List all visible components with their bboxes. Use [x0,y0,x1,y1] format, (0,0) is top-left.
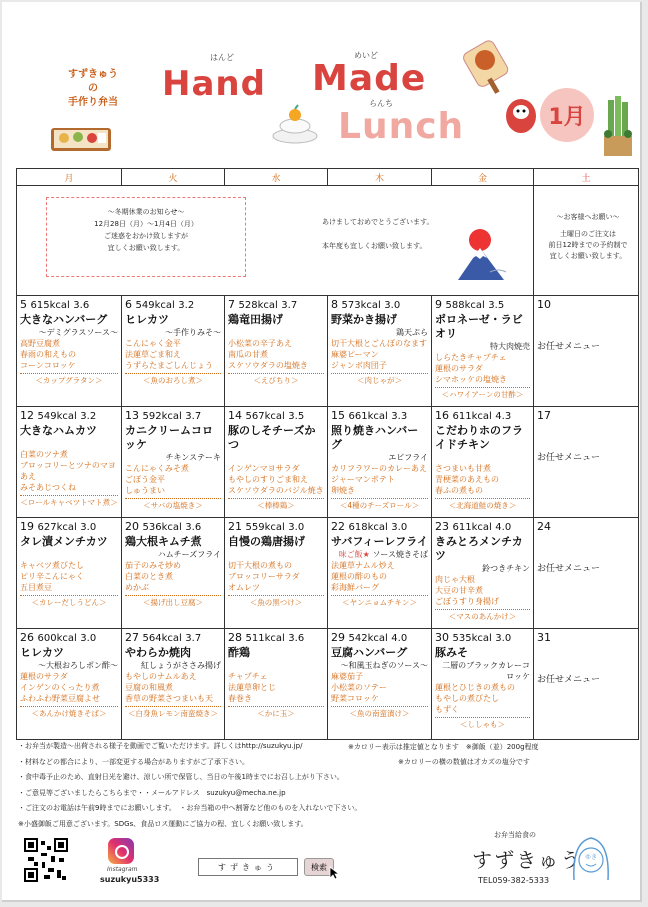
day-number: 7 [228,298,235,311]
main-dish: サバフィーレフライ [331,535,428,548]
kagami-mochi-icon [270,102,320,144]
side-dish: 彩海鮮バーグ [331,583,379,592]
week-row [17,407,639,518]
side-dish: 茄子のみそ炒め [125,561,181,570]
main-dish: 鶏竜田揚げ [228,313,283,326]
side-dish: インゲンマヨサラダ [228,464,300,473]
salt-amount: 3.5 [488,300,505,311]
brand-line: すずきゅう [67,69,119,80]
extra-dish: ＜棒棒鶏＞ [228,498,324,511]
extra-dish: ＜ハワイアーンの甘酢＞ [435,387,530,400]
side-dish: もやしの煮びたし [435,694,499,703]
calories: 611kcal [452,411,492,422]
side-dish: さつまいも甘煮 [435,464,491,473]
extra-dish: ＜魚の南蛮漬け＞ [331,706,428,719]
extra-dish: ＜白身魚レモン南蛮焼き＞ [125,706,221,719]
salt-amount: 4.3 [495,411,512,422]
bento-icon [50,124,112,152]
day-cell [534,407,639,518]
day-cell [534,296,639,407]
side-dish: 豆腐の和風煮 [125,683,173,692]
sub-dish: 特大肉焼売 [490,342,530,351]
side-dish: ブロッコリーサラダ [228,572,300,581]
note-line: ・材料などの都合により、一部変更する場合がありますがご了承下さい。 [18,757,249,766]
week-row [17,629,639,740]
side-dish: コーンコロッケ [20,361,76,370]
weekday-tue: 火 [122,169,225,186]
side-dish: うずらたまごしんじょう [125,361,213,370]
shop-name: すずきゅう [472,848,583,872]
sub-dish: 紅しょうがささみ揚げ [141,661,221,670]
day-number: 6 [125,298,132,311]
side-dish: こんにゃく金平 [125,339,181,348]
day-number: 14 [228,409,242,422]
note-line: ・ご意見等ございましたらこちらまで・・メールアドレス suzukyu@mecha.ne.jp [18,788,286,797]
main-dish: きみとろメンチカツ [435,535,523,562]
side-dish: 白菜のとき煮 [125,572,173,581]
day-number-line [331,631,428,646]
day-number: 13 [125,409,139,422]
day-number-line [435,409,530,424]
calories: 600kcal [37,633,77,644]
salt-amount: 3.2 [178,300,195,311]
side-dish: 春雨の和えもの [20,350,76,359]
extra-dish: ＜肉じゃが＞ [331,373,428,386]
main-dish: 豚のしそチーズかつ [228,424,316,451]
rice-tag: 味ご飯★ [338,550,370,559]
month-badge: 1月 [540,88,594,142]
day-number-line [228,631,324,646]
day-cell [328,518,432,629]
salt-amount: 3.6 [73,300,90,311]
day-number: 12 [20,409,34,422]
day-number: 24 [537,520,551,533]
qr-code-icon [24,838,68,882]
calories: 564kcal [142,633,182,644]
mascot-face-icon [568,834,614,884]
ruby-made: めいど [354,51,378,60]
week-row [17,518,639,629]
day-cell [534,518,639,629]
extra-dish: ＜カレーだしうどん＞ [20,595,118,608]
day-number-line [435,631,530,646]
day-cell [225,296,328,407]
calories: 511kcal [245,633,285,644]
weekday-thu: 木 [328,169,432,186]
kadomatsu-icon [600,94,636,158]
sat-notice-line: 前日12時までの予約制で [548,241,628,249]
day-cell [432,629,534,740]
salt-amount: 4.0 [391,633,408,644]
side-dish: ごぼうすり身揚げ [435,597,499,606]
day-cell [122,296,225,407]
calories: 559kcal [245,522,285,533]
day-number-line [20,631,118,646]
main-dish: 豆腐ハンバーグ [331,646,408,659]
ruby-lunch: らんち [369,99,393,108]
day-cell [225,629,328,740]
calories: 535kcal [452,633,492,644]
hagoita-icon [457,40,519,96]
omakase-menu: お任せメニュー [537,564,601,574]
day-number-line [20,409,118,424]
weekday-sat: 土 [534,169,639,186]
main-dish: 酢鶏 [228,646,250,659]
main-dish: ポロネーゼ・ラビオリ [435,313,523,340]
day-cell [17,518,122,629]
day-number: 22 [331,520,345,533]
side-dish: しらたきチャプチェ [435,353,507,362]
day-number: 23 [435,520,449,533]
side-dish: カリフラワーのカレーあえ [331,464,427,473]
sub-dish: エビフライ [388,453,428,462]
extra-dish: ＜魚の黒つけ＞ [228,595,324,608]
day-number-line [435,298,530,313]
salt-amount: 3.7 [185,411,202,422]
salt-amount: 3.3 [391,411,408,422]
day-number-line [20,298,118,313]
notice-line: 宜しくお願い致します。 [107,244,185,252]
salt-amount: 3.0 [384,300,401,311]
week-row [17,296,639,407]
menu-sheet [2,2,642,902]
greeting-line: 本年度も宜しくお願い致します。 [322,242,427,250]
main-dish: カニクリームコロッケ [125,424,213,451]
side-dish: 法蓮草ナムル炒え [331,561,395,570]
instagram-icon[interactable] [108,838,134,864]
calories: 615kcal [30,300,70,311]
day-cell [122,518,225,629]
side-dish: シマホッケの塩焼き [435,375,507,384]
side-dish: 南瓜の甘煮 [228,350,268,359]
main-dish: タレ漬メンチカツ [20,535,108,548]
day-number: 10 [537,298,551,311]
cursor-icon [329,866,341,880]
side-dish: もやしのナムルあえ [125,672,197,681]
notes [18,739,628,832]
day-number-line [125,631,221,646]
notice-line: 12月28日（月）～1月4日（月） [94,220,198,228]
day-cell [432,296,534,407]
day-number: 28 [228,631,242,644]
brand-label [58,68,128,110]
sub-dish: ソース焼きそば [372,550,428,559]
sub-dish: 二層のブラックカレーコロッケ [442,661,530,681]
side-dish: 春ふの煮もの [435,486,483,495]
note-line: ・食中毒予止のため、直射日光を避け、涼しい所で保管し、当日の午後1時までにお召し上がり下さい。 [18,773,344,781]
main-dish: 大きなハムカツ [20,424,97,437]
extra-dish: ＜魚のおろし煮＞ [125,373,221,386]
calories: 588kcal [445,300,485,311]
day-number-line [537,520,635,534]
sub-dish: ハムチーズフライ [157,550,221,559]
weekday-wed: 水 [225,169,328,186]
calories: 592kcal [142,411,182,422]
calories: 627kcal [37,522,77,533]
side-dish: 小松菜のソテー [331,683,387,692]
day-number: 16 [435,409,449,422]
extra-dish: ＜北海道鮭の焼き＞ [435,498,530,511]
sat-notice-cell [534,186,639,296]
sub-dish: 鶏天ぷら [396,328,428,337]
side-dish: 大豆の甘辛煮 [435,586,483,595]
side-dish: 麻婆茄子 [331,672,363,681]
main-dish: 照り焼きハンバーグ [331,424,419,451]
day-cell [17,407,122,518]
notice-row [17,186,639,296]
day-number: 15 [331,409,345,422]
day-cell [122,629,225,740]
notice-cell [17,186,534,296]
day-number-line [125,520,221,535]
menu-calendar [16,168,639,740]
sub-dish: ～デミグラスソース～ [38,328,118,337]
day-number-line [228,409,324,424]
side-dish: チャプチェ [228,672,268,681]
side-dish: 卵焼き [331,486,355,495]
day-number-line [125,409,221,424]
day-number: 8 [331,298,338,311]
side-dish: こんにゃくみそ煮 [125,464,189,473]
salt-amount: 3.6 [288,633,305,644]
salt-amount: 3.2 [80,411,97,422]
side-dish: 高野豆腐煮 [20,339,60,348]
salt-amount: 3.6 [185,522,202,533]
side-dish: めかぶ [125,583,149,592]
day-number-line [435,520,530,535]
side-dish: 肉じゃ大根 [435,575,475,584]
note-line: ・ご注文のお電話は午前9時までにお願いします。 ・お弁当箱の中へ割箸など他のものを入れないで下さい。 [18,804,362,812]
sat-notice-line: 土曜日のご注文は [560,230,616,238]
calories: 536kcal [142,522,182,533]
mascot-face-text: ゆき [585,854,598,861]
calories: 549kcal [135,300,175,311]
title-lunch: Lunch [338,106,465,147]
day-number-line [331,298,428,313]
day-number: 20 [125,520,139,533]
day-cell [328,407,432,518]
calories: 542kcal [348,633,388,644]
shop-subtitle: お弁当給食の [494,831,536,839]
day-cell [225,518,328,629]
side-dish: 香草の野菜さつまいも天 [125,694,213,703]
day-number: 9 [435,298,442,311]
side-dish: もずく [435,705,459,714]
calories: 618kcal [348,522,388,533]
side-dish: 蓮根とひじきの煮もの [435,683,515,692]
sat-notice-line: 宜しくお願い致します。 [549,252,627,260]
day-number: 29 [331,631,345,644]
extra-dish: ＜揚げ出し豆腐＞ [125,595,221,608]
day-cell [432,518,534,629]
extra-dish: ＜ししゃも＞ [435,717,530,730]
sub-dish: 鈴つきチキン [482,564,530,573]
day-number-line [228,298,324,313]
day-number: 17 [537,409,551,422]
side-dish: 蓮根の酢のもの [331,572,387,581]
day-number: 30 [435,631,449,644]
instagram-label: Instagram [107,866,138,873]
side-dish: 野菜コロッケ [331,694,379,703]
extra-dish: ＜カップグラタン＞ [20,373,118,386]
sub-dish: ～手作りみそ～ [165,328,221,337]
omakase-menu: お任せメニュー [537,675,601,685]
day-number-line [537,409,635,423]
calories: 549kcal [37,411,77,422]
note-line: ※小盛御飯ご用意ございます。SDGs、食品ロス運動にご協力の程、宜しくお願い致します。 [18,819,308,828]
day-number-line [228,520,324,535]
day-number: 21 [228,520,242,533]
day-number: 19 [20,520,34,533]
extra-dish: ＜えびちり＞ [228,373,324,386]
side-dish: 切干大根の煮もの [228,561,292,570]
calories: 661kcal [348,411,388,422]
side-dish: 蓮根のサラダ [435,364,483,373]
day-number-line [331,409,428,424]
day-number: 31 [537,631,551,644]
sub-dish: ～和風玉ねぎのソース～ [340,661,428,670]
side-dish: ふわふわ野菜豆腐よせ [20,694,100,703]
side-dish: 法蓮草卵とじ [228,683,276,692]
side-dish: 法蓮草ごま和え [125,350,181,359]
day-cell [432,407,534,518]
day-cell [225,407,328,518]
notice-title: ～冬期休業のお知らせ～ [107,208,185,216]
day-cell [534,629,639,740]
daruma-icon [504,94,538,134]
main-dish: 野菜かき揚げ [331,313,397,326]
side-dish: 蓮根のサラダ [20,672,68,681]
day-number: 27 [125,631,139,644]
day-number: 26 [20,631,34,644]
brand-line: の [88,83,98,94]
search-input[interactable] [198,858,298,876]
ruby-hand: はんど [210,53,234,62]
extra-dish: ＜かに玉＞ [228,706,324,719]
notice-line: ご迷惑をおかけ致しますが [104,232,188,240]
salt-amount: 3.5 [288,411,305,422]
side-dish: キャベツ煮びたし [20,561,84,570]
note-line: ・お弁当が製造～出荷される様子を動画でご覧いただけます。詳しくはhttp://suzukyu.jp/ [18,742,303,750]
instagram-username: suzukyu5333 [100,875,160,884]
side-dish: ジャンボ肉団子 [331,361,387,370]
side-dish: 白菜のツナ煮 [20,450,68,459]
search-button[interactable]: 検索 [304,858,334,876]
extra-dish: ＜サバの塩焼き＞ [125,498,221,511]
side-dish: インゲンのくったり煮 [20,683,100,692]
title-hand: Hand [162,64,266,104]
side-dish: 五目煮豆 [20,583,52,592]
main-dish: 大きなハンバーグ [20,313,108,326]
side-dish: 春巻き [228,694,252,703]
side-dish: しゅうまい [125,486,165,495]
side-dish: ごぼう金平 [125,475,165,484]
side-dish: オムレツ [228,583,260,592]
salt-amount: 3.0 [80,522,97,533]
day-cell [328,629,432,740]
side-dish: 青梗菜のあえもの [435,475,499,484]
omakase-menu: お任せメニュー [537,453,601,463]
side-dish: ジャーマンポテト [331,475,395,484]
main-dish: 鶏大根キムチ煮 [125,535,202,548]
salt-amount: 4.0 [495,522,512,533]
day-number-line [537,298,635,312]
brand-line: 手作り弁当 [68,97,118,108]
side-dish: みそあじつくね [20,483,76,492]
side-dish: スケソウダラのバジル焼き [228,486,324,495]
extra-dish: ＜マスのあんかけ＞ [435,609,530,622]
day-cell [328,296,432,407]
calorie-note: ※カロリー表示は推定値となります ※御飯（並）200g程度 [348,743,539,751]
calories: 573kcal [341,300,381,311]
side-dish: もやしのすりごま和え [228,475,308,484]
salt-amount: 3.0 [391,522,408,533]
weekday-fri: 金 [432,169,534,186]
sub-dish: ～大根おろしポン酢～ [38,661,118,670]
extra-dish: ＜あんかけ焼きそば＞ [20,706,118,719]
salt-amount: 3.7 [281,300,298,311]
main-dish: 自慢の鶏唐揚げ [228,535,305,548]
calories: 567kcal [245,411,285,422]
day-number-line [125,298,221,313]
extra-dish: ＜ロールキャベツトマト煮＞ [20,495,118,508]
side-dish: 麻婆ピーマン [331,350,379,359]
salt-amount: 3.0 [288,522,305,533]
salt-note: ※カロリーの横の数値は才カズの塩分です [398,758,530,766]
calories: 611kcal [452,522,492,533]
main-dish: ヒレカツ [125,313,169,326]
omakase-menu: お任せメニュー [537,342,601,352]
side-dish: ピリ辛こんにゃく [20,572,84,581]
main-dish: やわらか焼肉 [125,646,191,659]
day-number-line [537,631,635,645]
side-dish: 切干大根とごんぼのなます [331,339,427,348]
extra-dish: ＜4種のチーズロール＞ [331,498,428,511]
side-dish: 小松菜の辛子あえ [228,339,292,348]
main-dish: こだわりホのフライドチキン [435,424,523,451]
shop-tel: TEL059-382-5333 [478,876,550,885]
day-cell [122,407,225,518]
calories: 528kcal [238,300,278,311]
greeting-line: あけましておめでとうございます。 [322,218,434,226]
extra-dish: ＜ヤンニョムチキン＞ [331,595,428,608]
day-number-line [331,520,428,535]
sat-notice-title: ～お客様へお願い～ [556,213,620,221]
main-dish: ヒレカツ [20,646,64,659]
salt-amount: 3.0 [80,633,97,644]
day-cell [17,296,122,407]
weekday-mon: 月 [17,169,122,186]
day-number: 5 [20,298,27,311]
sub-dish: チキンステーキ [165,453,221,462]
side-dish: スケソウダラの塩焼き [228,361,308,370]
day-cell [17,629,122,740]
main-dish: 豚みそ [435,646,468,659]
salt-amount: 3.0 [495,633,512,644]
side-dish: ブロッコリーとツナのマヨあえ [20,461,116,481]
title-made: Made [312,58,427,99]
day-number-line [20,520,118,535]
salt-amount: 3.7 [185,633,202,644]
